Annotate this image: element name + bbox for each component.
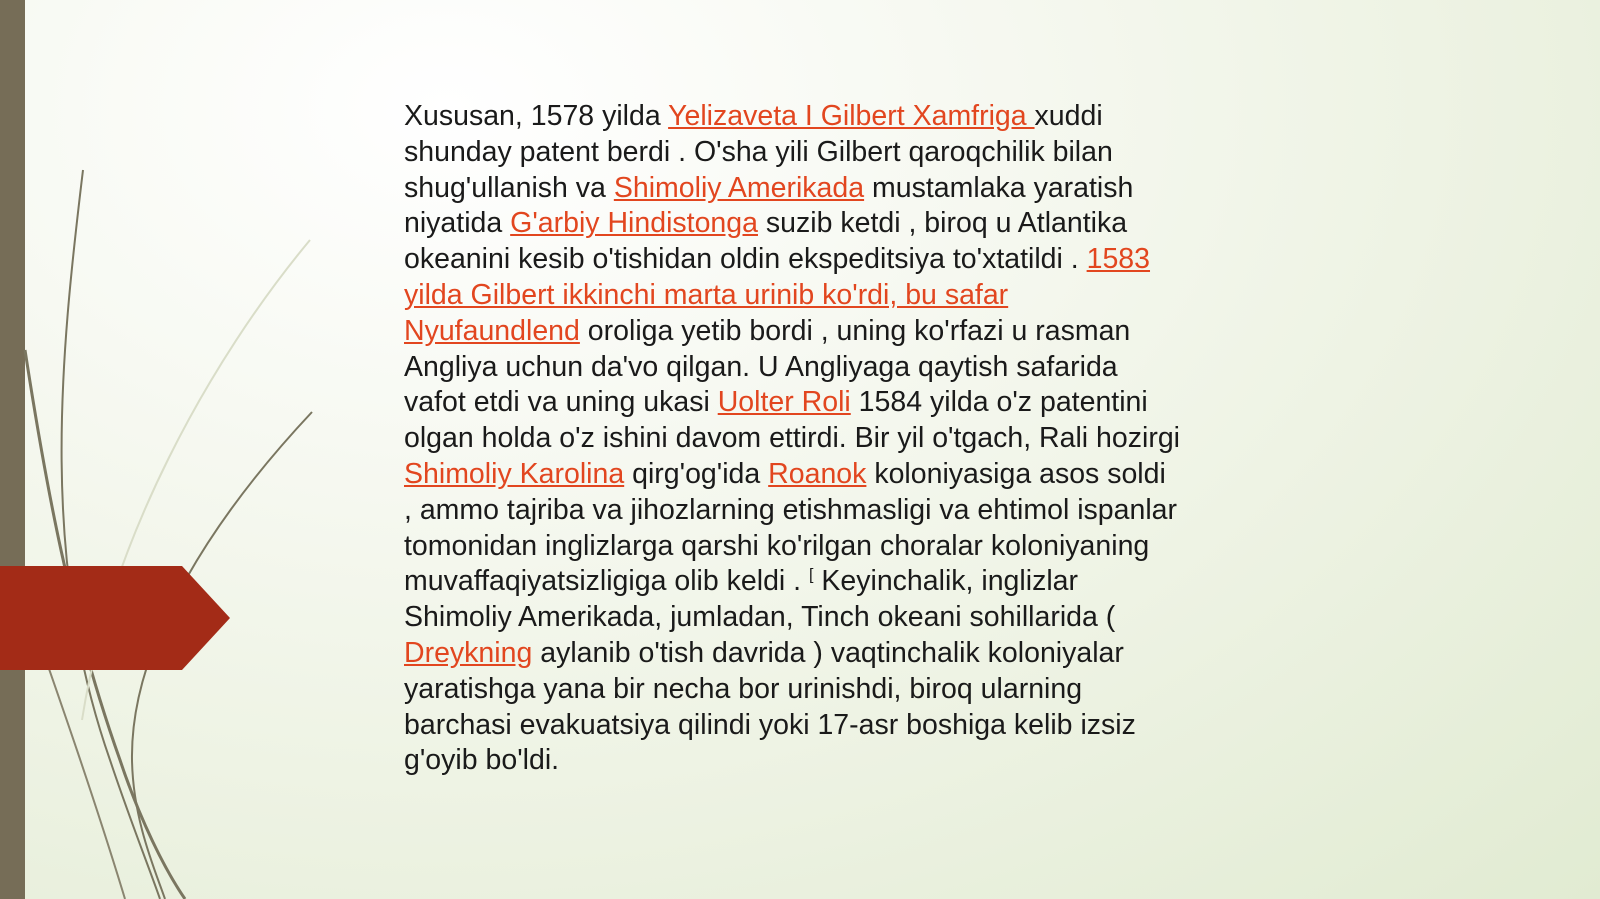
red-arrow-shape [0,566,230,670]
link-uolter-roli[interactable]: Uolter Roli [717,386,851,419]
link-shimoliy-amerikada[interactable]: Shimoliy Amerikada [613,171,865,204]
citation-marker[interactable]: [ [809,566,814,584]
body-text-2: xuddi shunday patent berdi . O'sha yili Gilbert qaroqchilik bilan shug'ullanish va [404,100,1113,204]
body-text-4: suzib ketdi , biroq u Atlantika okeanini kesib o'tishidan oldin ekspeditsiya to'xtatildi . [404,207,1128,276]
body-text-10: aylanib o'tish davrida ) vaqtinchalik koloniyalar yaratishga yana bir necha bor urinishdi, biroq ularning barchasi evakuatsiya qilindi yoki 17-asr boshiga kelib izsiz g'oyib bo'ldi. [404,636,1136,777]
body-text-9: Keyinchalik, inglizlar Shimoliy Amerikada, jumladan, Tinch okeani sohillarida ( [404,565,1116,634]
link-roanok[interactable]: Roanok [768,457,867,490]
link-garbiy-hindistonga[interactable]: G'arbiy Hindistonga [510,207,758,240]
body-text-5: oroliga yetib bordi , uning ko'rfazi u rasman Angliya uchun da'vo qilgan. U Angliyaga qaytish safarida vafot etdi va uning ukasi [404,314,1131,419]
body-text-8: koloniyasiga asos soldi , ammo tajriba va jihozlarning etishmasligi va ehtimol ispanlar tomonidan inglizlarga qarshi ko'rilgan choralar koloniyaning muvaffaqiyatsizligiga olib keldi . [404,457,1178,598]
body-text-1: Xususan, 1578 yilda [404,100,669,132]
body-paragraph [404,99,1180,779]
link-1583-gilbert-nyufaundlend[interactable]: 1583 yilda Gilbert ikkinchi marta urinib ko'rdi, bu safar Nyufaundlend [404,243,1151,347]
curve-line-1 [62,170,160,899]
link-yelizaveta-gilbert[interactable]: Yelizaveta I Gilbert Xamfriga [668,100,1035,132]
link-dreykning[interactable]: Dreykning [404,636,533,669]
link-shimoliy-karolina[interactable]: Shimoliy Karolina [404,457,625,490]
body-text-6: 1584 yilda o'z patentini olgan holda o'z ishini davom ettirdi. Bir yil o'tgach, Rali hozirgi [404,386,1181,455]
body-text-7: qirg'og'ida [624,457,769,490]
body-text-3: mustamlaka yaratish niyatida [404,171,1134,240]
body-text-block [404,99,1180,779]
